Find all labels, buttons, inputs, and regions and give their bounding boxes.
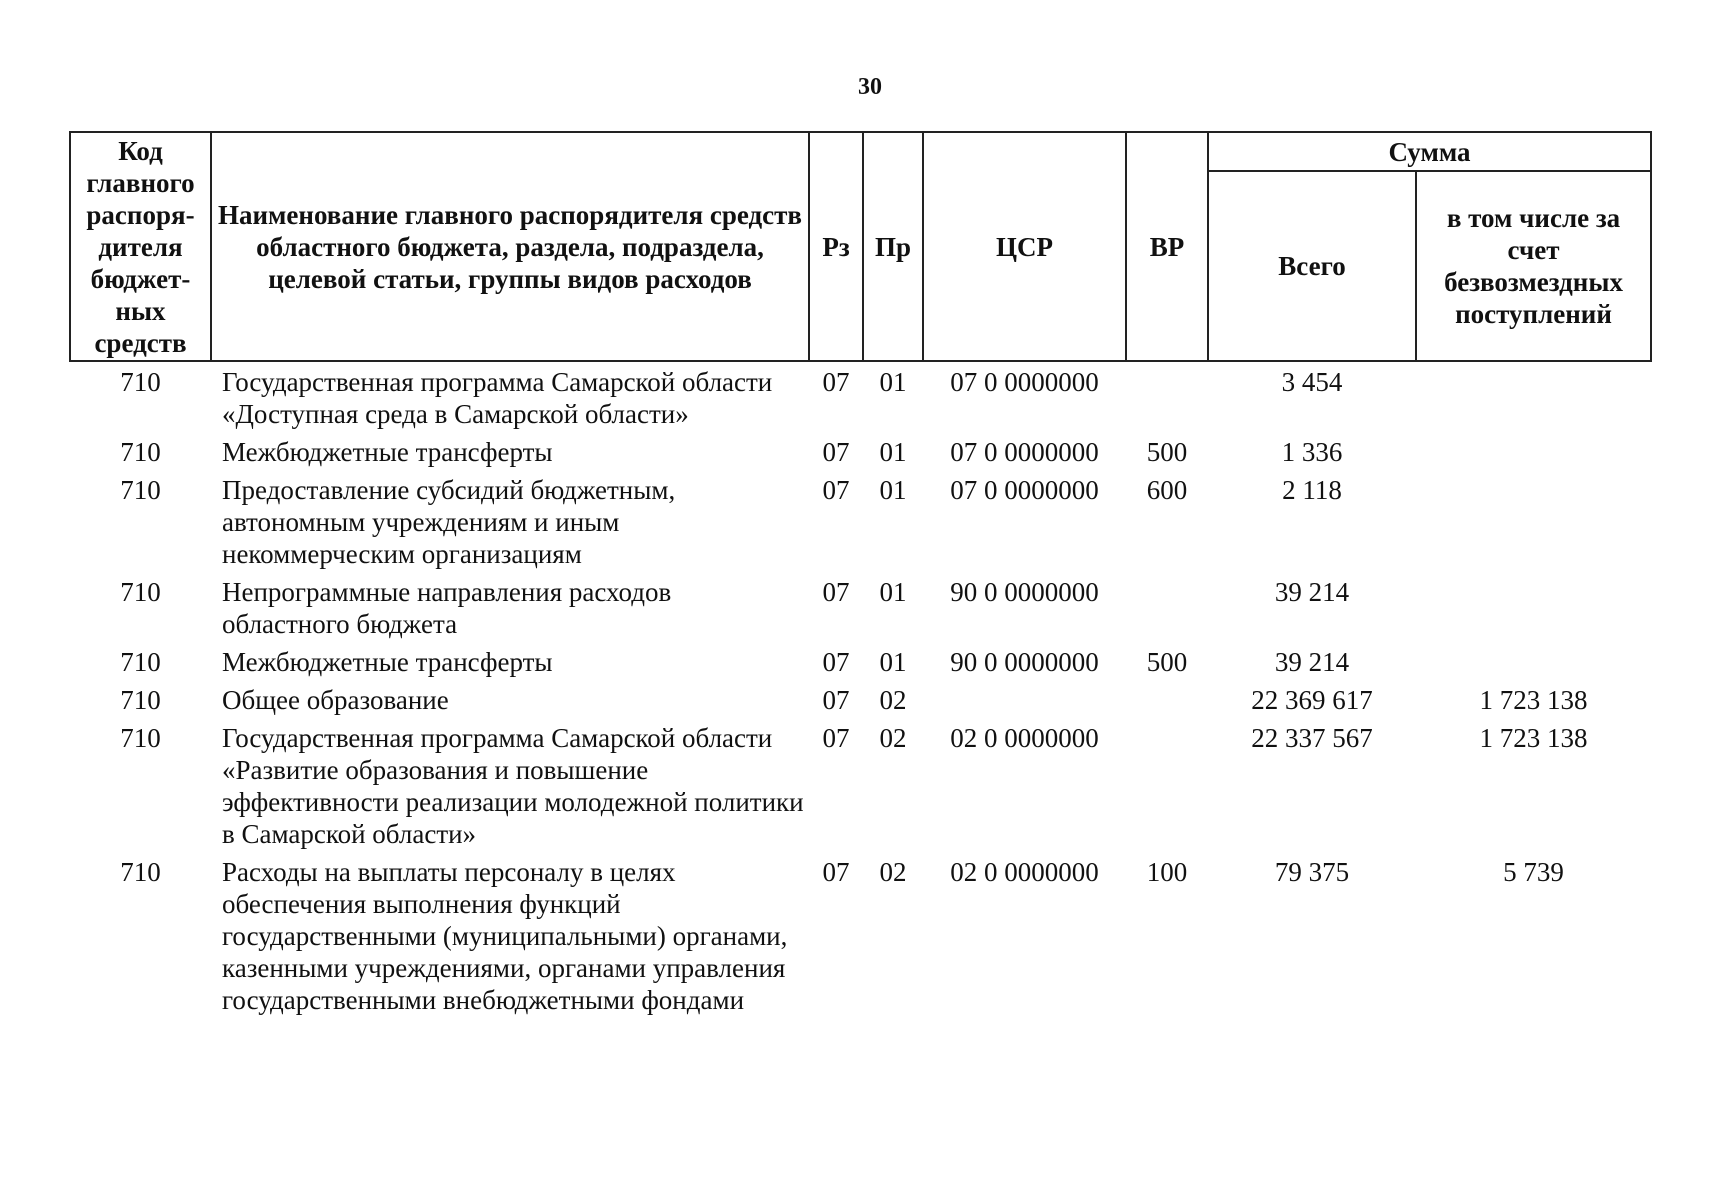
header-csr: ЦСР [923, 132, 1126, 361]
header-code: Код главного распоря-дителя бюджет-ных средств [70, 132, 211, 361]
cell-code: 710 [120, 685, 161, 715]
cell-free: 1 723 138 [1479, 685, 1588, 715]
cell-rz: 07 [822, 685, 850, 715]
table-row [70, 432, 1651, 470]
cell-total: 22 369 617 [1251, 685, 1373, 715]
cell-code: 710 [120, 857, 161, 887]
cell-free [1416, 432, 1651, 470]
budget-table [69, 131, 1652, 1018]
table-header [70, 132, 1651, 361]
cell-vr [1126, 361, 1208, 432]
cell-name: Расходы на выплаты персоналу в целях обеспечения выполнения функций государственными (муниципальными) органами, казенными учреждениями, органами управления государственными внебюджетными фондами [222, 857, 788, 1015]
cell-pr: 01 [879, 367, 907, 397]
cell-csr: 07 0 0000000 [950, 367, 1099, 397]
cell-free [1416, 361, 1651, 432]
cell-total: 1 336 [1281, 437, 1343, 467]
cell-name: Общее образование [222, 685, 449, 715]
cell-total: 22 337 567 [1251, 723, 1373, 753]
cell-pr: 01 [879, 577, 907, 607]
table-row [70, 572, 1651, 642]
table-body [70, 361, 1651, 1018]
cell-total: 39 214 [1274, 647, 1350, 677]
cell-free: 5 739 [1503, 857, 1564, 887]
cell-rz: 07 [822, 475, 850, 505]
table-row [70, 852, 1651, 1018]
cell-total: 2 118 [1282, 475, 1342, 505]
cell-rz: 07 [822, 857, 850, 887]
cell-csr [923, 680, 1126, 718]
cell-vr [1126, 718, 1208, 852]
cell-code: 710 [120, 475, 161, 505]
cell-csr: 90 0 0000000 [950, 577, 1099, 607]
cell-pr: 01 [879, 647, 907, 677]
cell-free [1416, 572, 1651, 642]
table-row [70, 718, 1651, 852]
cell-csr: 02 0 0000000 [950, 723, 1099, 753]
cell-vr: 500 [1146, 647, 1188, 677]
cell-total: 39 214 [1274, 577, 1350, 607]
header-sum: Сумма [1208, 132, 1651, 171]
cell-name: Непрограммные направления расходов областного бюджета [222, 577, 672, 639]
cell-code: 710 [120, 577, 161, 607]
cell-total: 79 375 [1274, 857, 1350, 887]
cell-pr: 02 [879, 857, 907, 887]
cell-rz: 07 [822, 723, 850, 753]
cell-name: Государственная программа Самарской области «Доступная среда в Самарской области» [222, 367, 773, 429]
header-free: в том числе за счет безвозмездных поступлений [1416, 171, 1651, 361]
cell-vr: 500 [1146, 437, 1188, 467]
cell-code: 710 [120, 723, 161, 753]
cell-pr: 01 [879, 475, 907, 505]
header-total: Всего [1208, 171, 1416, 361]
header-name: Наименование главного распорядителя средств областного бюджета, раздела, подраздела, целевой статьи, группы видов расходов [211, 132, 809, 361]
header-pr: Пр [863, 132, 923, 361]
cell-rz: 07 [822, 367, 850, 397]
table-row [70, 361, 1651, 432]
cell-pr: 02 [879, 723, 907, 753]
cell-vr [1126, 680, 1208, 718]
cell-free: 1 723 138 [1479, 723, 1588, 753]
cell-rz: 07 [822, 577, 850, 607]
cell-name: Межбюджетные трансферты [222, 437, 553, 467]
cell-free [1416, 642, 1651, 680]
cell-code: 710 [120, 437, 161, 467]
cell-csr: 07 0 0000000 [950, 475, 1099, 505]
cell-name: Межбюджетные трансферты [222, 647, 553, 677]
table-row [70, 470, 1651, 572]
cell-csr: 07 0 0000000 [950, 437, 1099, 467]
cell-pr: 02 [879, 685, 907, 715]
cell-total: 3 454 [1281, 367, 1343, 397]
header-vr: ВР [1126, 132, 1208, 361]
cell-vr: 600 [1146, 475, 1188, 505]
cell-pr: 01 [879, 437, 907, 467]
cell-code: 710 [120, 647, 161, 677]
cell-rz: 07 [822, 647, 850, 677]
table-row [70, 680, 1651, 718]
header-rz: Рз [809, 132, 863, 361]
cell-vr [1126, 572, 1208, 642]
cell-csr: 02 0 0000000 [950, 857, 1099, 887]
page-number: 30 [858, 74, 882, 100]
table-row [70, 642, 1651, 680]
cell-name: Государственная программа Самарской области «Развитие образования и повышение эффективности реализации молодежной политики в Самарской области» [222, 723, 804, 849]
cell-name: Предоставление субсидий бюджетным, автономным учреждениям и иным некоммерческим организациям [222, 475, 676, 569]
cell-rz: 07 [822, 437, 850, 467]
cell-code: 710 [120, 367, 161, 397]
cell-csr: 90 0 0000000 [950, 647, 1099, 677]
cell-vr: 100 [1146, 857, 1188, 887]
cell-free [1416, 470, 1651, 572]
